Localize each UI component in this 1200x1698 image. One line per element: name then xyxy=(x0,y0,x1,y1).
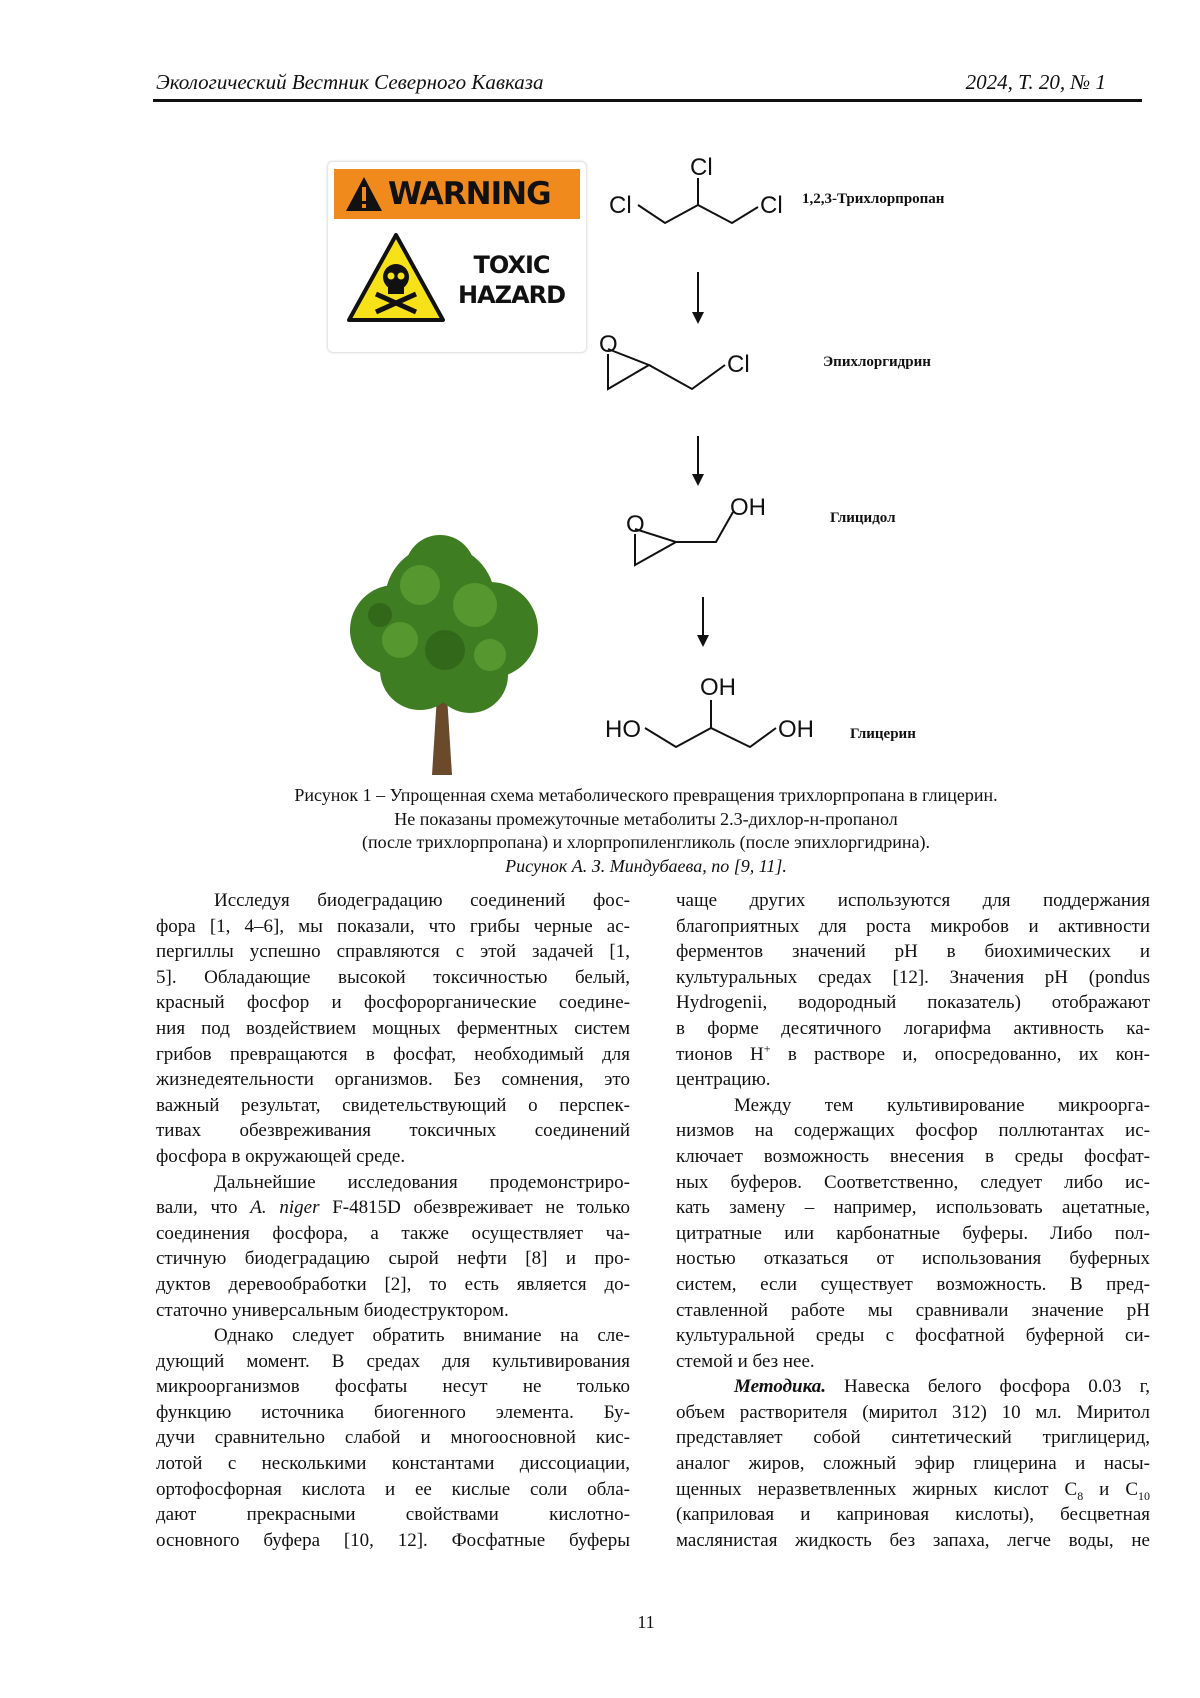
epichlorohydrin-bonds xyxy=(608,349,649,389)
warning-triangle-icon xyxy=(344,174,384,214)
compound-label: Глицидол xyxy=(830,510,896,527)
text-line: объем растворителя (миритол 312) 10 мл. Миритол xyxy=(676,1400,1150,1426)
caption-line: Не показаны промежуточные метаболиты 2.3-дихлор-н-пропанол xyxy=(0,808,1200,832)
journal-title: Экологический Вестник Северного Кавказа xyxy=(156,70,544,95)
text-segment: щенных неразветвленных жирных кислот C xyxy=(676,1479,1077,1500)
glycerol-bonds xyxy=(645,728,776,747)
warning-banner xyxy=(334,169,580,219)
tree-image xyxy=(340,530,550,780)
text-segment: 10 xyxy=(1138,1488,1150,1502)
text-line: дующий момент. В средах для культивирования xyxy=(156,1349,630,1375)
text-line: дают прекрасными свойствами кислотно- xyxy=(156,1502,630,1528)
text-line: стемой и без нее. xyxy=(676,1349,1150,1375)
atom-oh: OH xyxy=(730,494,766,521)
glycidol-bonds xyxy=(635,529,676,565)
text-line: 5]. Обладающие высокой токсичностью белый, xyxy=(156,965,630,991)
text-segment: вали, что xyxy=(156,1197,250,1218)
text-line: пергиллы успешно справляются с этой задачей [1, xyxy=(156,939,630,965)
atom-oh: OH xyxy=(778,716,814,743)
hazard-label: HAZARD xyxy=(458,280,565,310)
text-line: низмов на содержащих фосфор поллютантах ис- xyxy=(676,1118,1150,1144)
text-segment: и C xyxy=(1083,1479,1138,1500)
toxic-hazard-text xyxy=(458,250,565,310)
caption-line: (после трихлорпропана) и хлорпропиленгликоль (после эпихлоргидрина). xyxy=(0,831,1200,855)
text-line: Однако следует обратить внимание на сле- xyxy=(156,1323,630,1349)
atom-cl: Cl xyxy=(690,154,713,181)
text-line: функцию источника биогенного элемента. Бу- xyxy=(156,1400,630,1426)
text-line: кать замену – например, использовать ацетатные, xyxy=(676,1195,1150,1221)
text-line: культуральных средах [12]. Значения pH (pondus xyxy=(676,965,1150,991)
text-line: тивах обезвреживания токсичных соединений xyxy=(156,1118,630,1144)
text-line: жизнедеятельности организмов. Без сомнения, это xyxy=(156,1067,630,1093)
text-line: ставленной работе мы сравнивали значение pH xyxy=(676,1298,1150,1324)
text-line xyxy=(676,1374,1150,1400)
text-line: статочно универсальным биодеструктором. xyxy=(156,1298,630,1324)
text-segment: F-4815D обезвреживает не только xyxy=(319,1197,630,1218)
header-rule xyxy=(153,99,1142,102)
text-line: аналог жиров, сложный эфир глицерина и насы- xyxy=(676,1451,1150,1477)
text-line: ных буферов. Соответственно, следует либо ис- xyxy=(676,1170,1150,1196)
text-line: представляет собой синтетический триглицерид, xyxy=(676,1425,1150,1451)
text-line: ортофосфорная кислота и ее кислые соли обла- xyxy=(156,1477,630,1503)
text-line: ния под воздействием мощных ферментных систем xyxy=(156,1016,630,1042)
text-line: Hydrogenii, водородный показатель) отображают xyxy=(676,990,1150,1016)
compound-label: Эпихлоргидрин xyxy=(823,354,931,371)
text-line: фора [1, 4–6], мы показали, что грибы черные ас- xyxy=(156,914,630,940)
text-line: цитратные или карбонатные буферы. Либо пол- xyxy=(676,1221,1150,1247)
toxic-label: TOXIC xyxy=(458,250,565,280)
text-line: благоприятных для роста микробов и активности xyxy=(676,914,1150,940)
warning-text: WARNING xyxy=(388,176,551,212)
text-line xyxy=(676,1042,1150,1068)
text-line: красный фосфор и фосфорорганические соедине- xyxy=(156,990,630,1016)
text-segment: A. niger xyxy=(250,1197,319,1218)
atom-oh: OH xyxy=(700,674,736,701)
text-line: дучи сравнительно слабой и многоосновной кис- xyxy=(156,1425,630,1451)
text-line: стичную биодеградацию сырой нефти [8] и про- xyxy=(156,1246,630,1272)
text-segment: Методика. xyxy=(734,1376,826,1397)
text-line: культуральной среды с фосфатной буферной си- xyxy=(676,1323,1150,1349)
compound-label: Глицерин xyxy=(850,726,916,743)
right-column xyxy=(676,888,1150,1553)
text-segment: Навеска белого фосфора 0.03 г, xyxy=(826,1376,1150,1397)
text-line: Между тем культивирование микроорга- xyxy=(676,1093,1150,1119)
text-line: лотой с несколькими константами диссоциации, xyxy=(156,1451,630,1477)
compound-label: 1,2,3-Трихлорпропан xyxy=(802,191,944,208)
text-line xyxy=(676,1477,1150,1503)
text-line xyxy=(156,1195,630,1221)
text-line: фосфора в окружающей среде. xyxy=(156,1144,630,1170)
text-segment: 8 xyxy=(1077,1488,1083,1502)
text-line: маслянистая жидкость без запаха, легче воды, не xyxy=(676,1528,1150,1554)
left-column xyxy=(156,888,630,1553)
text-line: Дальнейшие исследования продемонстриро- xyxy=(156,1170,630,1196)
text-line: (каприловая и каприновая кислоты), бесцветная xyxy=(676,1502,1150,1528)
atom-o: O xyxy=(626,511,645,538)
text-segment: в растворе и, опосредованно, их кон- xyxy=(770,1044,1150,1065)
atom-cl: Cl xyxy=(760,192,783,219)
warning-sign-image xyxy=(327,161,587,353)
figure-caption xyxy=(0,784,1200,878)
text-line: основного буфера [10, 12]. Фосфатные буферы xyxy=(156,1528,630,1554)
atom-cl: Cl xyxy=(609,192,632,219)
text-line: ферментов значений pH в биохимических и xyxy=(676,939,1150,965)
atom-o: O xyxy=(599,331,618,358)
trichloropropane-bonds xyxy=(638,205,758,223)
atom-ho: HO xyxy=(605,716,641,743)
text-line: центрацию. xyxy=(676,1067,1150,1093)
skull-hazard-icon xyxy=(346,232,446,324)
caption-credit: Рисунок А. З. Миндубаева, по [9, 11]. xyxy=(0,855,1200,879)
text-line: грибов превращаются в фосфат, необходимый для xyxy=(156,1042,630,1068)
text-line: важный результат, свидетельствующий о перспек- xyxy=(156,1093,630,1119)
caption-line: Рисунок 1 – Упрощенная схема метаболического превращения трихлорпропана в глицерин. xyxy=(0,784,1200,808)
text-line: Исследуя биодеградацию соединений фос- xyxy=(156,888,630,914)
text-line: систем, если существует возможность. В пред- xyxy=(676,1272,1150,1298)
text-segment: тионов H xyxy=(676,1044,764,1065)
text-line: дуктов деревообработки [2], то есть является до- xyxy=(156,1272,630,1298)
text-line: чаще других используются для поддержания xyxy=(676,888,1150,914)
atom-cl: Cl xyxy=(727,351,750,378)
text-segment: + xyxy=(764,1041,771,1055)
text-line: ностью отказаться от использования буферных xyxy=(676,1246,1150,1272)
page-number: 11 xyxy=(0,1612,1200,1633)
text-line: в форме десятичного логарифма активность ка- xyxy=(676,1016,1150,1042)
text-line: ключает возможность внесения в среды фосфат- xyxy=(676,1144,1150,1170)
text-line: соединения фосфора, а также осуществляет ча- xyxy=(156,1221,630,1247)
issue-info: 2024, Т. 20, № 1 xyxy=(966,70,1106,95)
text-line: микроорганизмов фосфаты несут не только xyxy=(156,1374,630,1400)
